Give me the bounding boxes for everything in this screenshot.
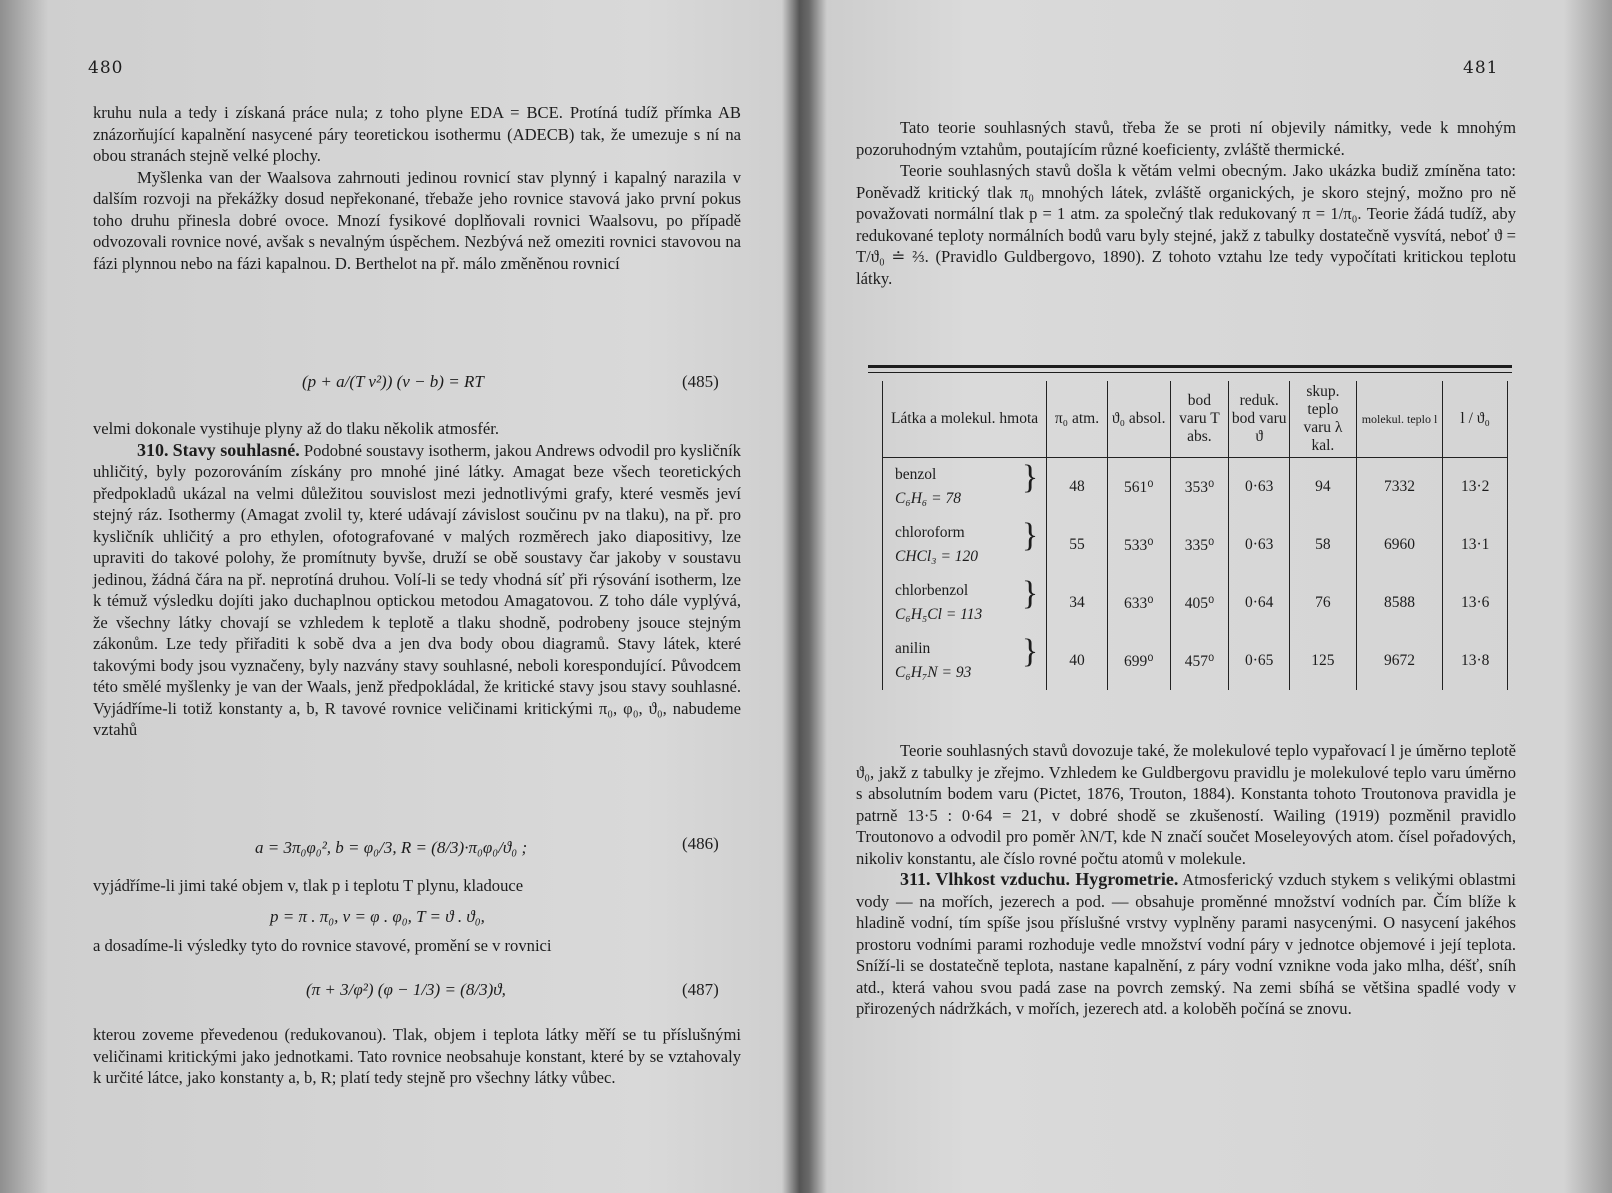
table-cell: 13·8 [1443,632,1508,690]
table-cell: 0·63 [1229,516,1290,574]
section-title: Stavy souhlasné. [172,439,300,460]
substance-formula: C₆H₇N = 93 [895,664,972,681]
table-cell: 58 [1290,516,1357,574]
text-block-bottom [93,1024,741,1089]
column-header: reduk. bod varu ϑ [1229,381,1290,458]
page-number: 481 [1463,58,1499,78]
column-header: l / ϑ₀ [1443,381,1508,458]
table-cell: 94 [1290,458,1357,517]
substance-formula: C₆H₆ = 78 [895,490,962,507]
column-header: ϑ₀ absol. [1107,381,1170,458]
table-cell: 335⁰ [1170,516,1229,574]
equation-number: (485) [682,372,719,391]
paragraph: Teorie souhlasných stavů dovozuje také, že molekulové teplo vypařovací l je úměrno teplotě ϑ₀, jakž z tabulky je zřejmo. Vzhledem ke Guldbergovu pravidlu je molekulové teplo varu úměrno s absolutním bodem varu (Pictet, 1876, Trouton, 1884). Konstanta tohoto Troutonova pravidla je patrně 13·5 : 0·64 = 21, v dobré shodě se zkušeností. Wailing (1919) pozměnil pravidlo Troutonovo a odvodil pro poměr λN/T, kde N značí součet Moseleyových atom. čísel pořadových, nikoliv konstantu, ale číslo rovné počtu atomů v molekule. [856,741,1516,868]
table-cell: 0·64 [1229,574,1290,632]
paragraph: vyjádříme-li jimi také objem v, tlak p i teplotu T plynu, kladouce [93,876,524,895]
equation-number: (486) [682,834,719,853]
data-table [882,381,1508,690]
table-cell: 533⁰ [1107,516,1170,574]
section-title: Vlhkost vzduchu. Hygrometrie. [935,869,1179,889]
table-cell: 561⁰ [1107,458,1170,517]
table-row [883,632,1508,690]
right-page [806,0,1612,1193]
table-cell: 6960 [1356,516,1443,574]
table-cell: 0·63 [1229,458,1290,517]
table-row [883,516,1508,574]
column-header: bod varu T abs. [1170,381,1229,458]
table-cell: 34 [1047,574,1108,632]
substance-formula: C₆H₅Cl = 113 [895,606,983,623]
table-row [883,458,1508,517]
equation-485: (p + a/(T v²)) (v − b) = RT [302,372,484,391]
table-header-row [883,381,1508,458]
table-cell: 13·6 [1443,574,1508,632]
table-cell: 40 [1047,632,1108,690]
table-cell: 48 [1047,458,1108,517]
left-page [0,0,800,1193]
text-block-bottom [856,740,1516,1020]
substance-name: anilin [895,640,931,657]
brace-glyph: } [1021,459,1039,496]
paragraph: Myšlenka van der Waalsova zahrnouti jedinou rovnicí stav plynný i kapalný narazila v dalším rozvoji na překážky dosud nepřekonané, třebaže jeho rovnice stavová jako první pokus toho druhu přinesla dobré ovoce. Mnozí fysikové doplňovali rovnici Waalsovu, po případě odvozovali rovnice nové, avšak s nevalným úspěchem. Nezbývá než omeziti rovnici stavovou na fázi plynnou nebo na fázi kapalnou. D. Berthelot na př. málo změněnou rovnicí [93,167,741,273]
substance-name: chlorbenzol [895,582,969,599]
paragraph: Teorie souhlasných stavů došla k větám velmi obecným. Jako ukázka budiž zmíněna tato: Poněvadž kritický tlak π₀ mnohých látek, zvláště organických, je skoro stejný, možno pro ně považovati normální tlak p = 1 atm. za společný tlak redukovaný π = 1/π₀. Teorie žádá tudíž, aby redukované teploty normálních bodů varu byly stejné, jakž z tabulky dostatečně vysvítá, neboť ϑ = T/ϑ₀ ≐ ⅔. (Pravidlo Guldbergovo, 1890). Z tohoto vztahu lze tedy vypočítati kritickou teplotu látky. [856,161,1516,288]
table-cell: 76 [1290,574,1357,632]
table-rule [868,372,1512,373]
substance-name: benzol [895,466,937,483]
substance-name: chloroform [895,524,965,541]
table-rule [868,365,1512,368]
table-cell: 125 [1290,632,1357,690]
table-cell: 7332 [1356,458,1443,517]
text-block-top [856,117,1516,289]
table-cell: 9672 [1356,632,1443,690]
equation-487: (π + 3/φ²) (φ − 1/3) = (8/3)ϑ, [306,980,506,999]
substance-formula: CHCl₃ = 120 [895,548,979,565]
table-cell: 699⁰ [1107,632,1170,690]
paragraph: Podobné soustavy isotherm, jakou Andrews odvodil pro kysličník uhličitý, byly pozorováním získány pro mnohé jiné látky. Amagat beze všech teoretických předpokladů ukázal na velmi důležitou souvislost mezi jednotlivými grafy, které vesměs jeví stejný ráz. Isothermy (Amagat zvolil ty, které udávají závislost součinu pv na tlaku), na př. pro kysličník uhličitý a pro ethylen, ofotografované v malých rozměrech jako diapositivy, lze upraviti do takové polohy, že promítnuty byvše, druží se obě soustavy čar jakoby v soustavu jedinou, žádná čára na př. neprotíná druhou. Volí-li se tedy vhodná síť při rýsování isotherm, lze k témuž výsledku dojíti jako duchaplnou optickou metodou Amagatovou. Z toho dále vyplývá, že všechny látky chovají se vzhledem k teplotě a tlaku shodně, podrobeny jsouce stejným zákonům. Lze tedy přiřaditi k sobě dva a jen dva body obou diagramů. Stavy látek, které takovými body jsou vyznačeny, byly nazvány stavy souhlasné, neboli korespondující. Původcem této smělé myšlenky je van der Waals, jenž předpokládal, že kritické stavy jsou stavy souhlasné. Vyjádříme-li totiž konstanty a, b, R tavové rovnice veličinami kritickými π₀, φ₀, ϑ₀, nabudeme vztahů [93,440,741,739]
paragraph: kruhu nula a tedy i získaná práce nula; z toho plyne EDA = BCE. Protíná tudíž přímka AB znázorňující kapalnění nasycené páry teoretickou isothermu (ADECB) tak, že umezuje s ní na obou stranách stejně velké plochy. [93,103,741,165]
table-cell: 8588 [1356,574,1443,632]
paragraph: Atmosferický vzduch stykem s velikými oblastmi vody — na mořích, jezerech a pod. — obsahuje proměnné množství vodních par. Čím blíže k hladině vodní, tím spíše jsou příslušné vrstvy vyplněny parami nasycenými. O nasycení jakéhos prostoru vodními parami rozhoduje vedle množství vodní páry v jednotce objemové i její teplota. Sníží-li se dostatečně teplota, nastane kapalnění, z páry vodní vznikne voda jako mlha, déšť, sníh atd., která vahou svou padá zase na povrch zemský. Na zemi sbíhá se většina spadlé vody v přirozených nádržkách, v mořích, jezerech atd. a koloběh počíná se znovu. [856,870,1516,1018]
brace-glyph: } [1021,633,1039,670]
section-number: 311. [900,869,931,889]
column-header: skup. teplo varu λ kal. [1290,381,1357,458]
table-cell: 55 [1047,516,1108,574]
brace-glyph: } [1021,575,1039,612]
table-cell: 13·2 [1443,458,1508,517]
paragraph: Tato teorie souhlasných stavů, třeba že se proti ní objevily námitky, vede k mnohým pozoruhodným vztahům, poutajícím různé koeficienty, zvláště thermické. [856,118,1516,159]
table-cell: 0·65 [1229,632,1290,690]
table-cell: 633⁰ [1107,574,1170,632]
paragraph-block [93,875,741,897]
table-cell: 353⁰ [1170,458,1229,517]
column-header: molekul. teplo l [1356,381,1443,458]
equation-substitution: p = π . π₀, v = φ . φ₀, T = ϑ . ϑ₀, [270,907,485,926]
section-number: 310. [137,439,169,460]
table-row [883,574,1508,632]
page-number: 480 [88,58,124,78]
column-header: Látka a molekul. hmota [883,381,1047,458]
text-block-top [93,102,741,274]
paragraph: velmi dokonale vystihuje plyny až do tlaku několik atmosfér. [93,419,500,438]
equation-486: a = 3π₀φ₀², b = φ₀/3, R = (8/3)·π₀φ₀/ϑ₀ ; [255,838,528,857]
table-cell: 405⁰ [1170,574,1229,632]
column-header: π₀ atm. [1047,381,1108,458]
paragraph: kterou zoveme převedenou (redukovanou). Tlak, objem i teplota látky měří se tu příslušnými veličinami kritickými jako jednotkami. Tato rovnice neobsahuje konstant, které by se vztahovaly k určité látce, jako konstanty a, b, R; platí tedy stejně pro všechny látky vůbec. [93,1025,741,1087]
brace-glyph: } [1021,517,1039,554]
table-cell: 457⁰ [1170,632,1229,690]
equation-number: (487) [682,980,719,999]
paragraph: a dosadíme-li výsledky tyto do rovnice stavové, promění se v rovnici [93,936,552,955]
paragraph-block [93,935,741,957]
text-block-middle [93,418,741,741]
table-cell: 13·1 [1443,516,1508,574]
